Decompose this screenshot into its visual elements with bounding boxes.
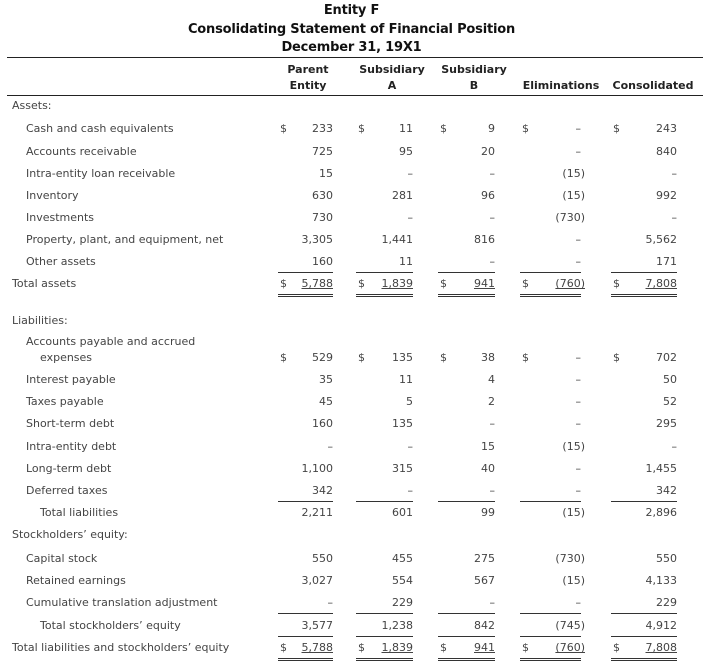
cell-subsidiary-a	[356, 618, 413, 637]
cell-value: 233	[312, 122, 333, 135]
cell-value: –	[407, 211, 413, 224]
row-label: Capital stock	[26, 552, 98, 565]
row-label: Accounts receivable	[26, 145, 137, 158]
cell-eliminations	[520, 210, 585, 228]
cell-subsidiary-b	[438, 595, 495, 614]
cell-consolidated	[611, 461, 677, 479]
cell-value: 1,441	[381, 233, 413, 246]
cell-parent-entity	[278, 121, 333, 139]
currency-symbol: $	[358, 641, 365, 654]
cell-parent-entity	[278, 254, 333, 273]
cell-value: 630	[312, 189, 333, 202]
currency-symbol: $	[280, 351, 287, 364]
row-label: Short-term debt	[26, 417, 115, 430]
cell-value: 1,238	[381, 619, 413, 632]
cell-subsidiary-b	[438, 483, 495, 502]
table-row	[0, 618, 703, 638]
cell-value: 2	[488, 395, 495, 408]
cell-value: 550	[656, 552, 677, 565]
cell-eliminations	[520, 573, 585, 591]
cell-subsidiary-a	[356, 210, 413, 228]
cell-value: –	[327, 596, 333, 609]
column-header-subsidiary-a	[354, 62, 430, 94]
cell-value: 342	[312, 484, 333, 497]
column-header-line	[610, 62, 696, 78]
cell-value: 842	[474, 619, 495, 632]
cell-consolidated	[611, 276, 677, 297]
cell-subsidiary-a	[356, 350, 413, 368]
cell-subsidiary-a	[356, 232, 413, 250]
cell-value: (15)	[562, 440, 585, 453]
column-header-line: A	[387, 79, 397, 92]
cell-value: (760)	[555, 641, 585, 654]
table-row	[0, 416, 703, 436]
table-row	[0, 573, 703, 593]
row-label: Intra-entity debt	[26, 440, 117, 453]
cell-value: 4,133	[645, 574, 677, 587]
currency-symbol: $	[522, 122, 529, 135]
cell-value: –	[575, 596, 581, 609]
cell-value: 40	[481, 462, 495, 475]
cell-subsidiary-a	[356, 640, 413, 661]
cell-value: 5,788	[301, 641, 333, 654]
currency-symbol: $	[440, 277, 447, 290]
cell-value: –	[489, 211, 495, 224]
cell-eliminations	[520, 551, 585, 569]
cell-eliminations	[520, 188, 585, 206]
cell-subsidiary-a	[356, 551, 413, 569]
cell-parent-entity	[278, 350, 333, 368]
cell-value: 7,808	[645, 277, 677, 290]
table-row	[0, 254, 703, 274]
cell-subsidiary-a	[356, 372, 413, 390]
table-row	[0, 483, 703, 503]
cell-subsidiary-b	[438, 551, 495, 569]
table-row	[0, 166, 703, 186]
cell-subsidiary-a	[356, 276, 413, 297]
row-label: Total liabilities and stockholders’ equity	[12, 641, 230, 654]
cell-subsidiary-a	[356, 144, 413, 162]
cell-eliminations	[520, 144, 581, 162]
cell-value: –	[671, 440, 677, 453]
cell-subsidiary-a	[356, 416, 413, 434]
cell-consolidated	[611, 144, 677, 162]
table-row	[0, 505, 703, 525]
cell-eliminations	[520, 505, 585, 523]
cell-eliminations	[520, 350, 581, 368]
cell-value: 941	[474, 641, 495, 654]
cell-value: 3,027	[301, 574, 333, 587]
table-row	[0, 439, 703, 459]
cell-subsidiary-a	[356, 254, 413, 273]
cell-eliminations	[520, 416, 581, 434]
cell-value: 275	[474, 552, 495, 565]
row-label: Property, plant, and equipment, net	[26, 233, 224, 246]
cell-value: 229	[656, 596, 677, 609]
cell-value: –	[575, 351, 581, 364]
cell-value: 135	[392, 351, 413, 364]
cell-consolidated	[611, 551, 677, 569]
cell-subsidiary-b	[438, 254, 495, 273]
cell-value: (760)	[555, 277, 585, 290]
currency-symbol: $	[280, 122, 287, 135]
cell-consolidated	[611, 394, 677, 412]
cell-value: 50	[663, 373, 677, 386]
cell-parent-entity	[278, 232, 333, 250]
row-label: Taxes payable	[26, 395, 104, 408]
cell-consolidated	[611, 640, 677, 661]
row-label: Cash and cash equivalents	[26, 122, 174, 135]
cell-value: 342	[656, 484, 677, 497]
cell-subsidiary-a	[356, 461, 413, 479]
cell-value: 229	[392, 596, 413, 609]
currency-symbol: $	[440, 641, 447, 654]
cell-consolidated	[611, 121, 677, 139]
cell-consolidated	[611, 372, 677, 390]
currency-symbol: $	[613, 351, 620, 364]
cell-consolidated	[611, 210, 677, 228]
cell-value: 15	[319, 167, 333, 180]
cell-parent-entity	[278, 439, 333, 457]
cell-subsidiary-a	[356, 439, 413, 457]
cell-value: 601	[392, 506, 413, 519]
cell-subsidiary-a	[356, 573, 413, 591]
row-label: Intra-entity loan receivable	[26, 167, 176, 180]
cell-subsidiary-b	[438, 188, 495, 206]
cell-parent-entity	[278, 461, 333, 479]
row-label: Total assets	[12, 277, 77, 290]
cell-eliminations	[520, 461, 581, 479]
row-label: Deferred taxes	[26, 484, 108, 497]
cell-parent-entity	[278, 595, 333, 614]
cell-parent-entity	[278, 618, 333, 637]
table-row	[0, 188, 703, 208]
cell-value: 11	[399, 122, 413, 135]
currency-symbol: $	[280, 277, 287, 290]
table-row	[0, 335, 703, 370]
header-bottom-rule	[7, 95, 703, 96]
cell-value: –	[327, 440, 333, 453]
cell-subsidiary-a	[356, 505, 413, 523]
table-row	[0, 394, 703, 414]
cell-parent-entity	[278, 394, 333, 412]
cell-value: 295	[656, 417, 677, 430]
cell-subsidiary-a	[356, 483, 413, 502]
cell-parent-entity	[278, 483, 333, 502]
cell-value: 35	[319, 373, 333, 386]
column-header-parent	[278, 62, 338, 94]
cell-value: 4,912	[645, 619, 677, 632]
cell-value: –	[575, 373, 581, 386]
cell-parent-entity	[278, 166, 333, 184]
cell-value: 2,896	[645, 506, 677, 519]
cell-eliminations	[520, 372, 581, 390]
cell-value: (15)	[562, 506, 585, 519]
row-label: Total stockholders’ equity	[40, 619, 181, 632]
cell-value: 315	[392, 462, 413, 475]
table-row	[0, 144, 703, 164]
row-label: Investments	[26, 211, 95, 224]
column-header-line: Parent	[287, 63, 329, 76]
currency-symbol: $	[358, 122, 365, 135]
cell-value: –	[489, 484, 495, 497]
cell-parent-entity	[278, 416, 333, 434]
row-label: Interest payable	[26, 373, 116, 386]
cell-value: –	[407, 167, 413, 180]
cell-value: 1,100	[301, 462, 333, 475]
cell-eliminations	[520, 618, 585, 637]
cell-value: –	[575, 462, 581, 475]
cell-subsidiary-a	[356, 394, 413, 412]
cell-value: 96	[481, 189, 495, 202]
cell-value: 3,305	[301, 233, 333, 246]
cell-consolidated	[611, 595, 677, 614]
cell-subsidiary-a	[356, 595, 413, 614]
currency-symbol: $	[613, 122, 620, 135]
cell-value: 7,808	[645, 641, 677, 654]
cell-consolidated	[611, 483, 677, 502]
currency-symbol: $	[613, 277, 620, 290]
table-row	[0, 595, 703, 615]
cell-value: 529	[312, 351, 333, 364]
currency-symbol: $	[522, 641, 529, 654]
cell-value: 5,788	[301, 277, 333, 290]
column-header-line: Consolidated	[612, 79, 694, 92]
cell-consolidated	[611, 573, 677, 591]
cell-value: –	[489, 417, 495, 430]
cell-value: 4	[488, 373, 495, 386]
cell-subsidiary-b	[438, 350, 495, 368]
cell-value: –	[489, 167, 495, 180]
table-row	[0, 276, 703, 296]
currency-symbol: $	[613, 641, 620, 654]
cell-value: 171	[656, 255, 677, 268]
table-row	[0, 210, 703, 230]
table-row	[0, 232, 703, 252]
cell-value: 567	[474, 574, 495, 587]
statement-title: Consolidating Statement of Financial Position	[187, 22, 516, 37]
cell-parent-entity	[278, 640, 333, 661]
cell-value: 941	[474, 277, 495, 290]
cell-value: 730	[312, 211, 333, 224]
column-header-consolidated	[610, 62, 696, 94]
table-row	[0, 121, 703, 141]
cell-consolidated	[611, 188, 677, 206]
cell-value: 550	[312, 552, 333, 565]
column-header-line: Eliminations	[522, 79, 600, 92]
cell-value: 5	[406, 395, 413, 408]
section-liabilities: Liabilities:	[12, 314, 68, 327]
cell-value: –	[575, 145, 581, 158]
cell-value: 160	[312, 417, 333, 430]
cell-value: 2,211	[301, 506, 333, 519]
cell-value: 1,839	[381, 277, 413, 290]
cell-parent-entity	[278, 210, 333, 228]
row-label: Accounts payable and accrued	[26, 335, 196, 348]
cell-consolidated	[611, 439, 677, 457]
column-header-subsidiary-b	[436, 62, 512, 94]
cell-value: 816	[474, 233, 495, 246]
table-row	[0, 461, 703, 481]
cell-value: (15)	[562, 189, 585, 202]
table-row	[0, 551, 703, 571]
cell-value: 11	[399, 373, 413, 386]
row-label-continuation: expenses	[40, 351, 93, 364]
cell-consolidated	[611, 232, 677, 250]
column-header-line: Entity	[289, 79, 327, 92]
cell-parent-entity	[278, 188, 333, 206]
cell-value: –	[575, 233, 581, 246]
column-header-line: B	[469, 79, 479, 92]
table-row	[0, 640, 703, 660]
cell-value: –	[671, 211, 677, 224]
currency-symbol: $	[522, 277, 529, 290]
column-header-line	[518, 62, 604, 78]
cell-value: 992	[656, 189, 677, 202]
cell-parent-entity	[278, 372, 333, 390]
cell-value: –	[575, 255, 581, 268]
entity-name: Entity F	[323, 3, 380, 18]
cell-subsidiary-b	[438, 505, 495, 523]
cell-parent-entity	[278, 144, 333, 162]
cell-value: 160	[312, 255, 333, 268]
cell-eliminations	[520, 394, 581, 412]
cell-value: 95	[399, 145, 413, 158]
currency-symbol: $	[522, 351, 529, 364]
cell-value: 135	[392, 417, 413, 430]
cell-subsidiary-b	[438, 461, 495, 479]
cell-value: –	[407, 440, 413, 453]
cell-value: 20	[481, 145, 495, 158]
cell-value: –	[575, 484, 581, 497]
cell-consolidated	[611, 416, 677, 434]
cell-value: 281	[392, 189, 413, 202]
row-label: Inventory	[26, 189, 79, 202]
cell-value: –	[489, 596, 495, 609]
cell-eliminations	[520, 254, 581, 273]
cell-value: (730)	[555, 211, 585, 224]
cell-subsidiary-b	[438, 276, 495, 297]
cell-subsidiary-b	[438, 166, 495, 184]
column-header-line: Subsidiary	[359, 63, 425, 76]
row-label: Cumulative translation adjustment	[26, 596, 218, 609]
cell-consolidated	[611, 618, 677, 637]
cell-parent-entity	[278, 505, 333, 523]
cell-value: (745)	[555, 619, 585, 632]
cell-value: 11	[399, 255, 413, 268]
table-row	[0, 372, 703, 392]
cell-value: 9	[488, 122, 495, 135]
cell-subsidiary-b	[438, 640, 495, 661]
currency-symbol: $	[358, 277, 365, 290]
cell-value: –	[575, 395, 581, 408]
cell-value: 3,577	[301, 619, 333, 632]
cell-eliminations	[520, 483, 581, 502]
cell-value: (15)	[562, 167, 585, 180]
cell-value: 45	[319, 395, 333, 408]
cell-value: 38	[481, 351, 495, 364]
row-label: Total liabilities	[40, 506, 119, 519]
cell-value: 5,562	[645, 233, 677, 246]
cell-subsidiary-b	[438, 573, 495, 591]
row-label: Long-term debt	[26, 462, 112, 475]
cell-subsidiary-b	[438, 618, 495, 637]
column-header-eliminations	[518, 62, 604, 94]
cell-value: 52	[663, 395, 677, 408]
currency-symbol: $	[440, 351, 447, 364]
cell-subsidiary-a	[356, 121, 413, 139]
cell-value: 840	[656, 145, 677, 158]
cell-subsidiary-b	[438, 416, 495, 434]
cell-subsidiary-b	[438, 144, 495, 162]
cell-value: –	[575, 122, 581, 135]
cell-value: 554	[392, 574, 413, 587]
cell-value: 702	[656, 351, 677, 364]
cell-parent-entity	[278, 551, 333, 569]
cell-eliminations	[520, 121, 581, 139]
cell-value: 1,455	[645, 462, 677, 475]
cell-subsidiary-b	[438, 232, 495, 250]
row-label: Retained earnings	[26, 574, 126, 587]
section-assets: Assets:	[12, 99, 52, 112]
currency-symbol: $	[358, 351, 365, 364]
cell-value: 455	[392, 552, 413, 565]
cell-subsidiary-b	[438, 372, 495, 390]
cell-value: 15	[481, 440, 495, 453]
cell-subsidiary-b	[438, 394, 495, 412]
cell-subsidiary-a	[356, 188, 413, 206]
cell-eliminations	[520, 276, 585, 297]
cell-subsidiary-a	[356, 166, 413, 184]
currency-symbol: $	[440, 122, 447, 135]
cell-value: –	[489, 255, 495, 268]
cell-parent-entity	[278, 573, 333, 591]
cell-value: –	[575, 417, 581, 430]
cell-parent-entity	[278, 276, 333, 297]
cell-value: 243	[656, 122, 677, 135]
cell-eliminations	[520, 232, 581, 250]
currency-symbol: $	[280, 641, 287, 654]
column-header-line: Subsidiary	[441, 63, 507, 76]
row-label: Other assets	[26, 255, 96, 268]
cell-value: (15)	[562, 574, 585, 587]
header-top-rule	[7, 57, 703, 58]
cell-eliminations	[520, 595, 581, 614]
cell-consolidated	[611, 505, 677, 523]
cell-consolidated	[611, 254, 677, 273]
cell-subsidiary-b	[438, 439, 495, 457]
cell-value: 725	[312, 145, 333, 158]
cell-subsidiary-b	[438, 210, 495, 228]
cell-value: 1,839	[381, 641, 413, 654]
cell-subsidiary-b	[438, 121, 495, 139]
cell-value: 99	[481, 506, 495, 519]
statement-date: December 31, 19X1	[281, 40, 422, 55]
cell-value: –	[407, 484, 413, 497]
cell-value: –	[671, 167, 677, 180]
cell-consolidated	[611, 350, 677, 368]
cell-eliminations	[520, 439, 585, 457]
cell-eliminations	[520, 640, 585, 661]
section-equity: Stockholders’ equity:	[12, 528, 128, 541]
cell-value: (730)	[555, 552, 585, 565]
cell-eliminations	[520, 166, 585, 184]
cell-consolidated	[611, 166, 677, 184]
